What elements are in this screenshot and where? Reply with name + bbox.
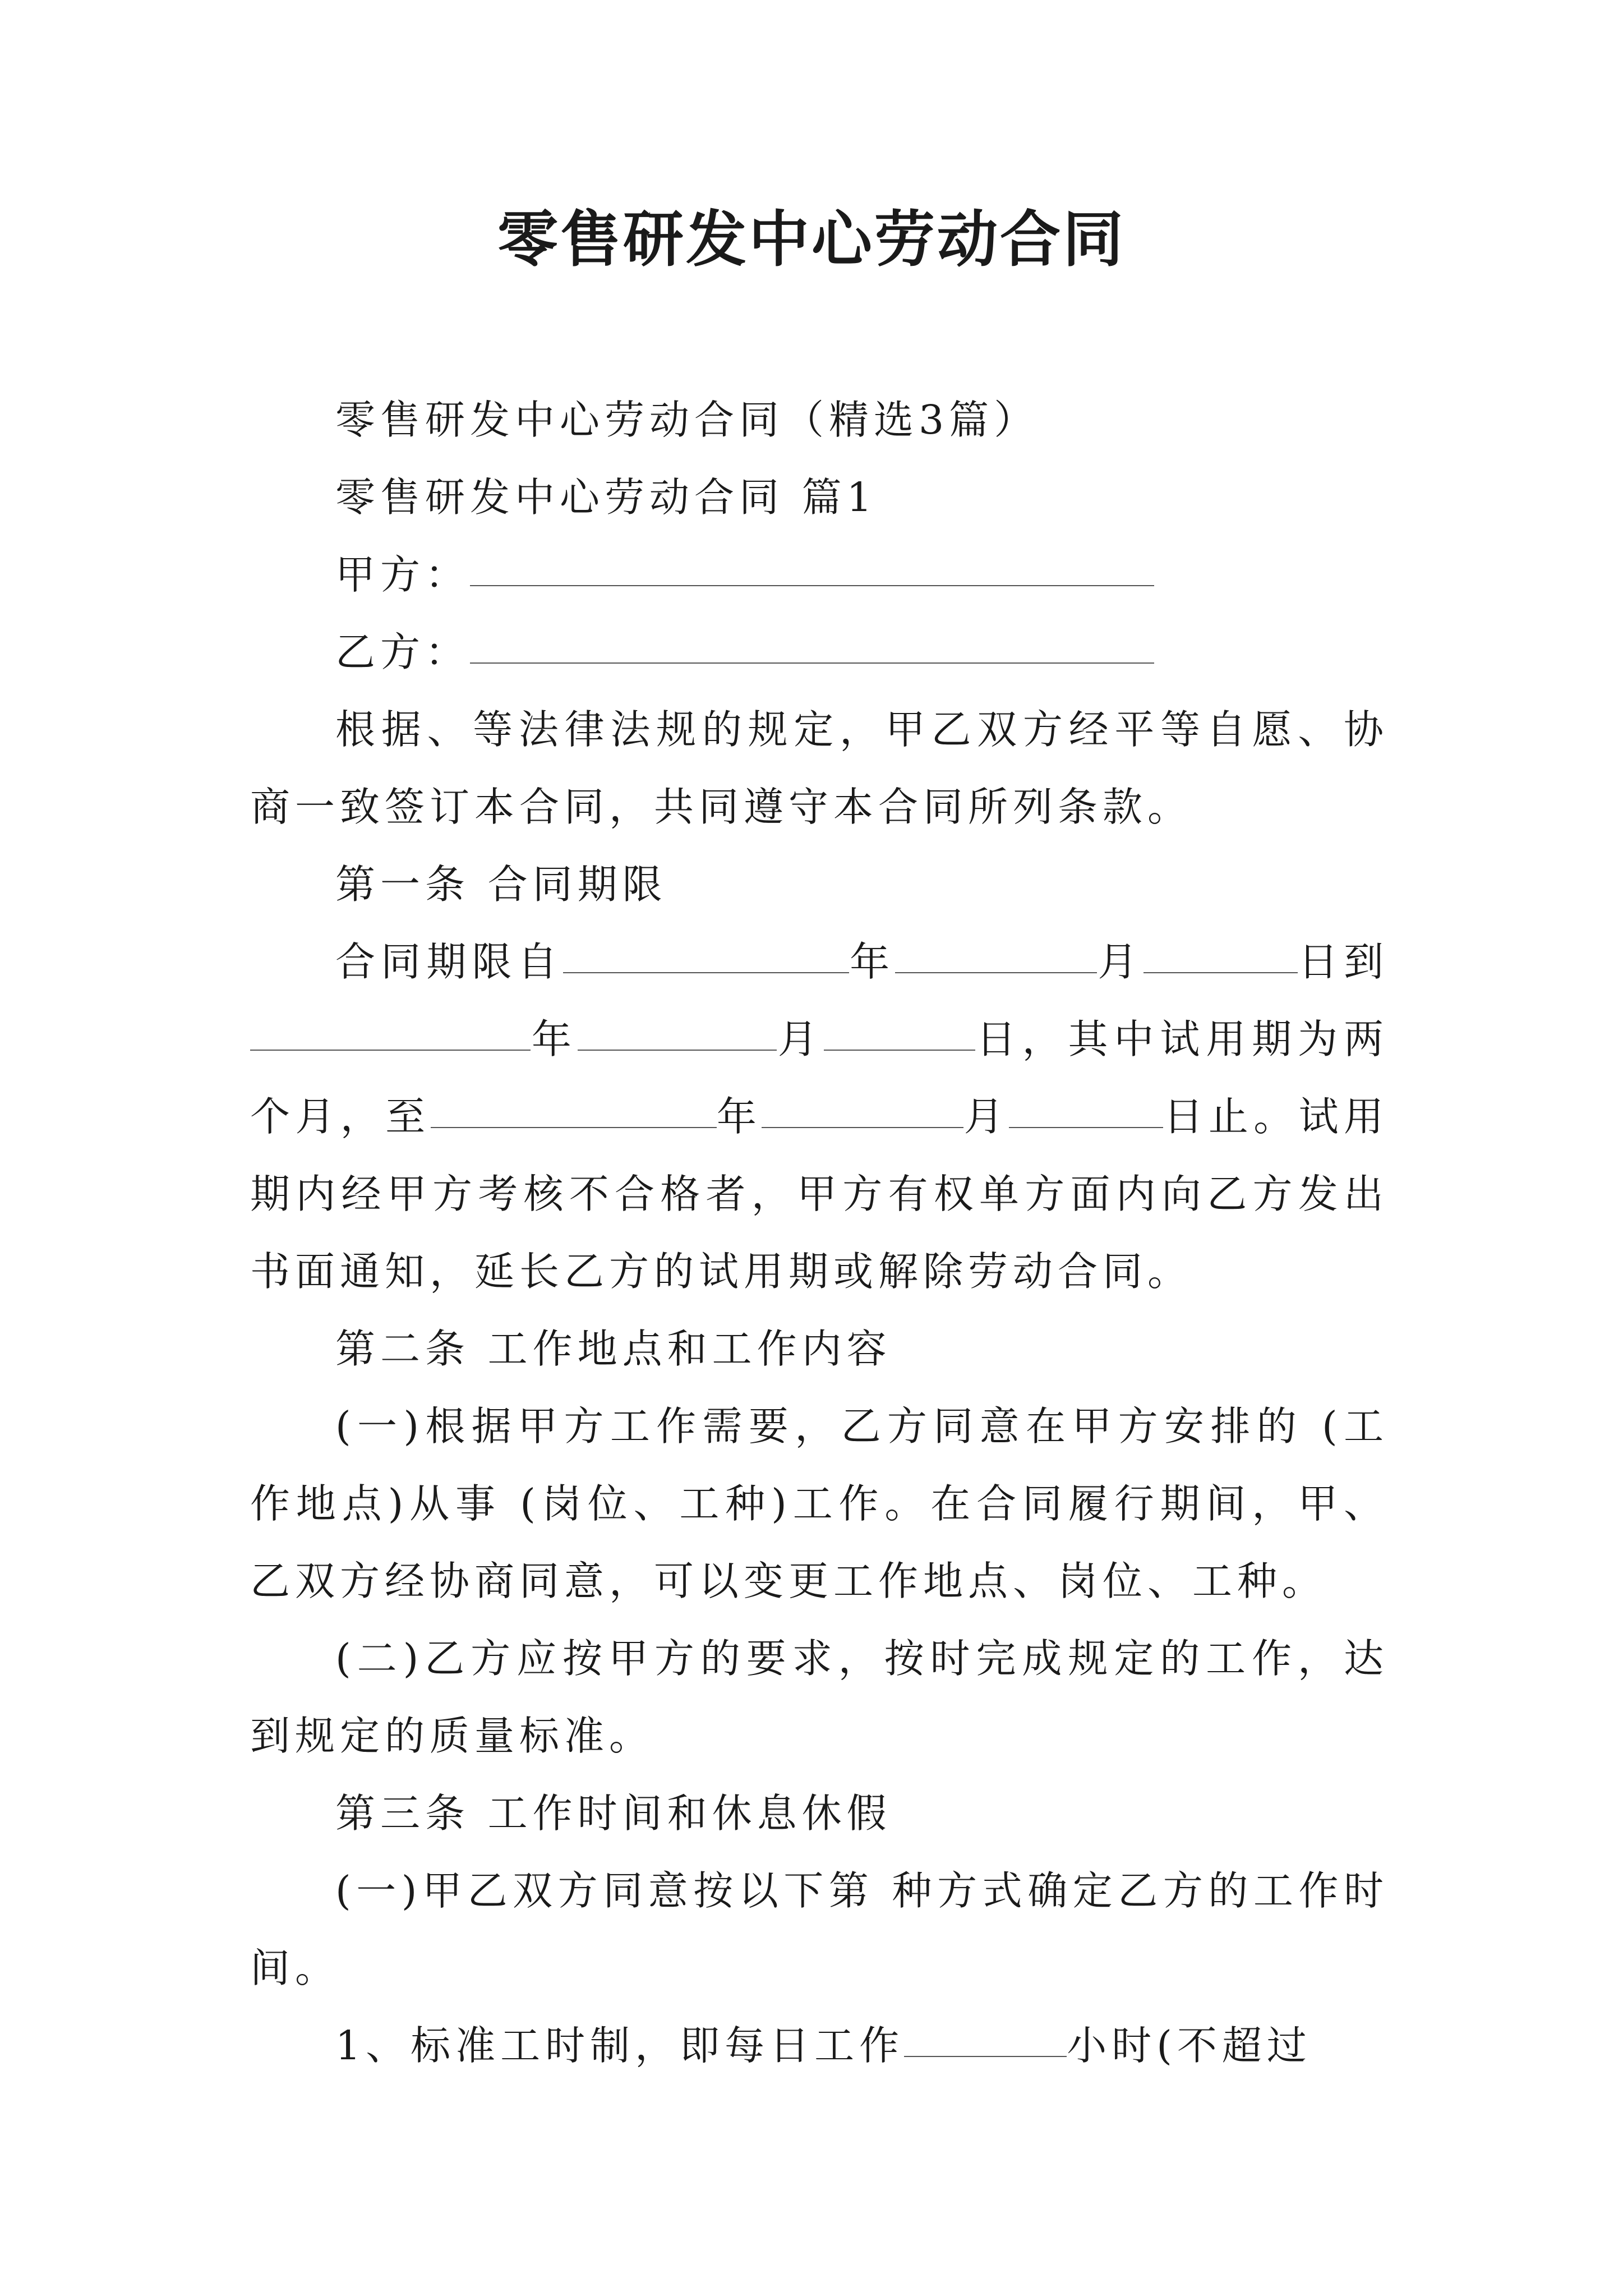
- start-day-label: 日到: [1297, 938, 1389, 985]
- start-month-label: 月: [1097, 938, 1144, 985]
- end-year-blank: [250, 1008, 531, 1051]
- article3-title: 第三条 工作时间和休息休假: [335, 1790, 892, 1837]
- party-b-label: 乙方：: [335, 629, 471, 675]
- section-heading: 零售研发中心劳动合同 篇1: [335, 474, 877, 521]
- trial-end-text: 日止。试用期内经甲方考核不合格者，甲方有权单方面内向乙方发出书面通知，延长乙方的试用期或解除劳动合同。: [250, 1093, 1389, 1295]
- party-b-line: [250, 614, 1389, 691]
- document-body: [250, 381, 1389, 2085]
- term-prefix: 合同期限自: [335, 938, 563, 985]
- article1-title: 第一条 合同期限: [335, 861, 667, 908]
- party-b-blank: [470, 621, 1154, 664]
- document-title: 零售研发中心劳动合同: [497, 205, 1126, 275]
- article3-item-1: [250, 2007, 1389, 2085]
- article2-paragraph-2: (二)乙方应按甲方的要求，按时完成规定的工作，达到规定的质量标准。: [250, 1635, 1389, 1759]
- hours-blank: [904, 2014, 1067, 2057]
- end-day-blank: [824, 1008, 975, 1051]
- party-a-label: 甲方：: [335, 551, 471, 598]
- trial-year-label: 年: [716, 1093, 762, 1140]
- end-month-blank: [578, 1008, 777, 1051]
- end-year-label: 年: [531, 1016, 578, 1062]
- trial-year-blank: [431, 1085, 717, 1128]
- trial-month-label: 月: [963, 1093, 1009, 1140]
- trial-day-blank: [1009, 1085, 1163, 1128]
- party-a-line: [250, 536, 1389, 614]
- party-a-blank: [470, 544, 1154, 586]
- article2-paragraph-1: (一)根据甲方工作需要，乙方同意在甲方安排的 (工作地点)从事 (岗位、工种)工作。在合同履行期间，甲、乙双方经协商同意，可以变更工作地点、岗位、工种。: [250, 1403, 1389, 1604]
- article3-paragraph-1: (一)甲乙双方同意按以下第 种方式确定乙方的工作时间。: [250, 1867, 1389, 1991]
- start-year-label: 年: [849, 938, 896, 985]
- end-month-label: 月: [776, 1016, 824, 1062]
- start-month-blank: [895, 931, 1097, 973]
- trial-month-blank: [762, 1085, 963, 1128]
- term-paragraph: [250, 923, 1389, 1310]
- intro-paragraph: 根据、等法律法规的规定，甲乙双方经平等自愿、协商一致签订本合同，共同遵守本合同所列条款。: [250, 706, 1389, 830]
- item1-prefix: 1、标准工时制，即每日工作: [335, 2022, 905, 2069]
- start-day-blank: [1144, 931, 1298, 973]
- trial-text: 日，其中试用期为两个月，至: [250, 1016, 1389, 1140]
- subtitle: 零售研发中心劳动合同（精选3篇）: [335, 397, 1039, 443]
- article2-title: 第二条 工作地点和工作内容: [335, 1326, 892, 1372]
- item1-suffix: 小时(不超过: [1067, 2022, 1312, 2069]
- start-year-blank: [563, 931, 849, 973]
